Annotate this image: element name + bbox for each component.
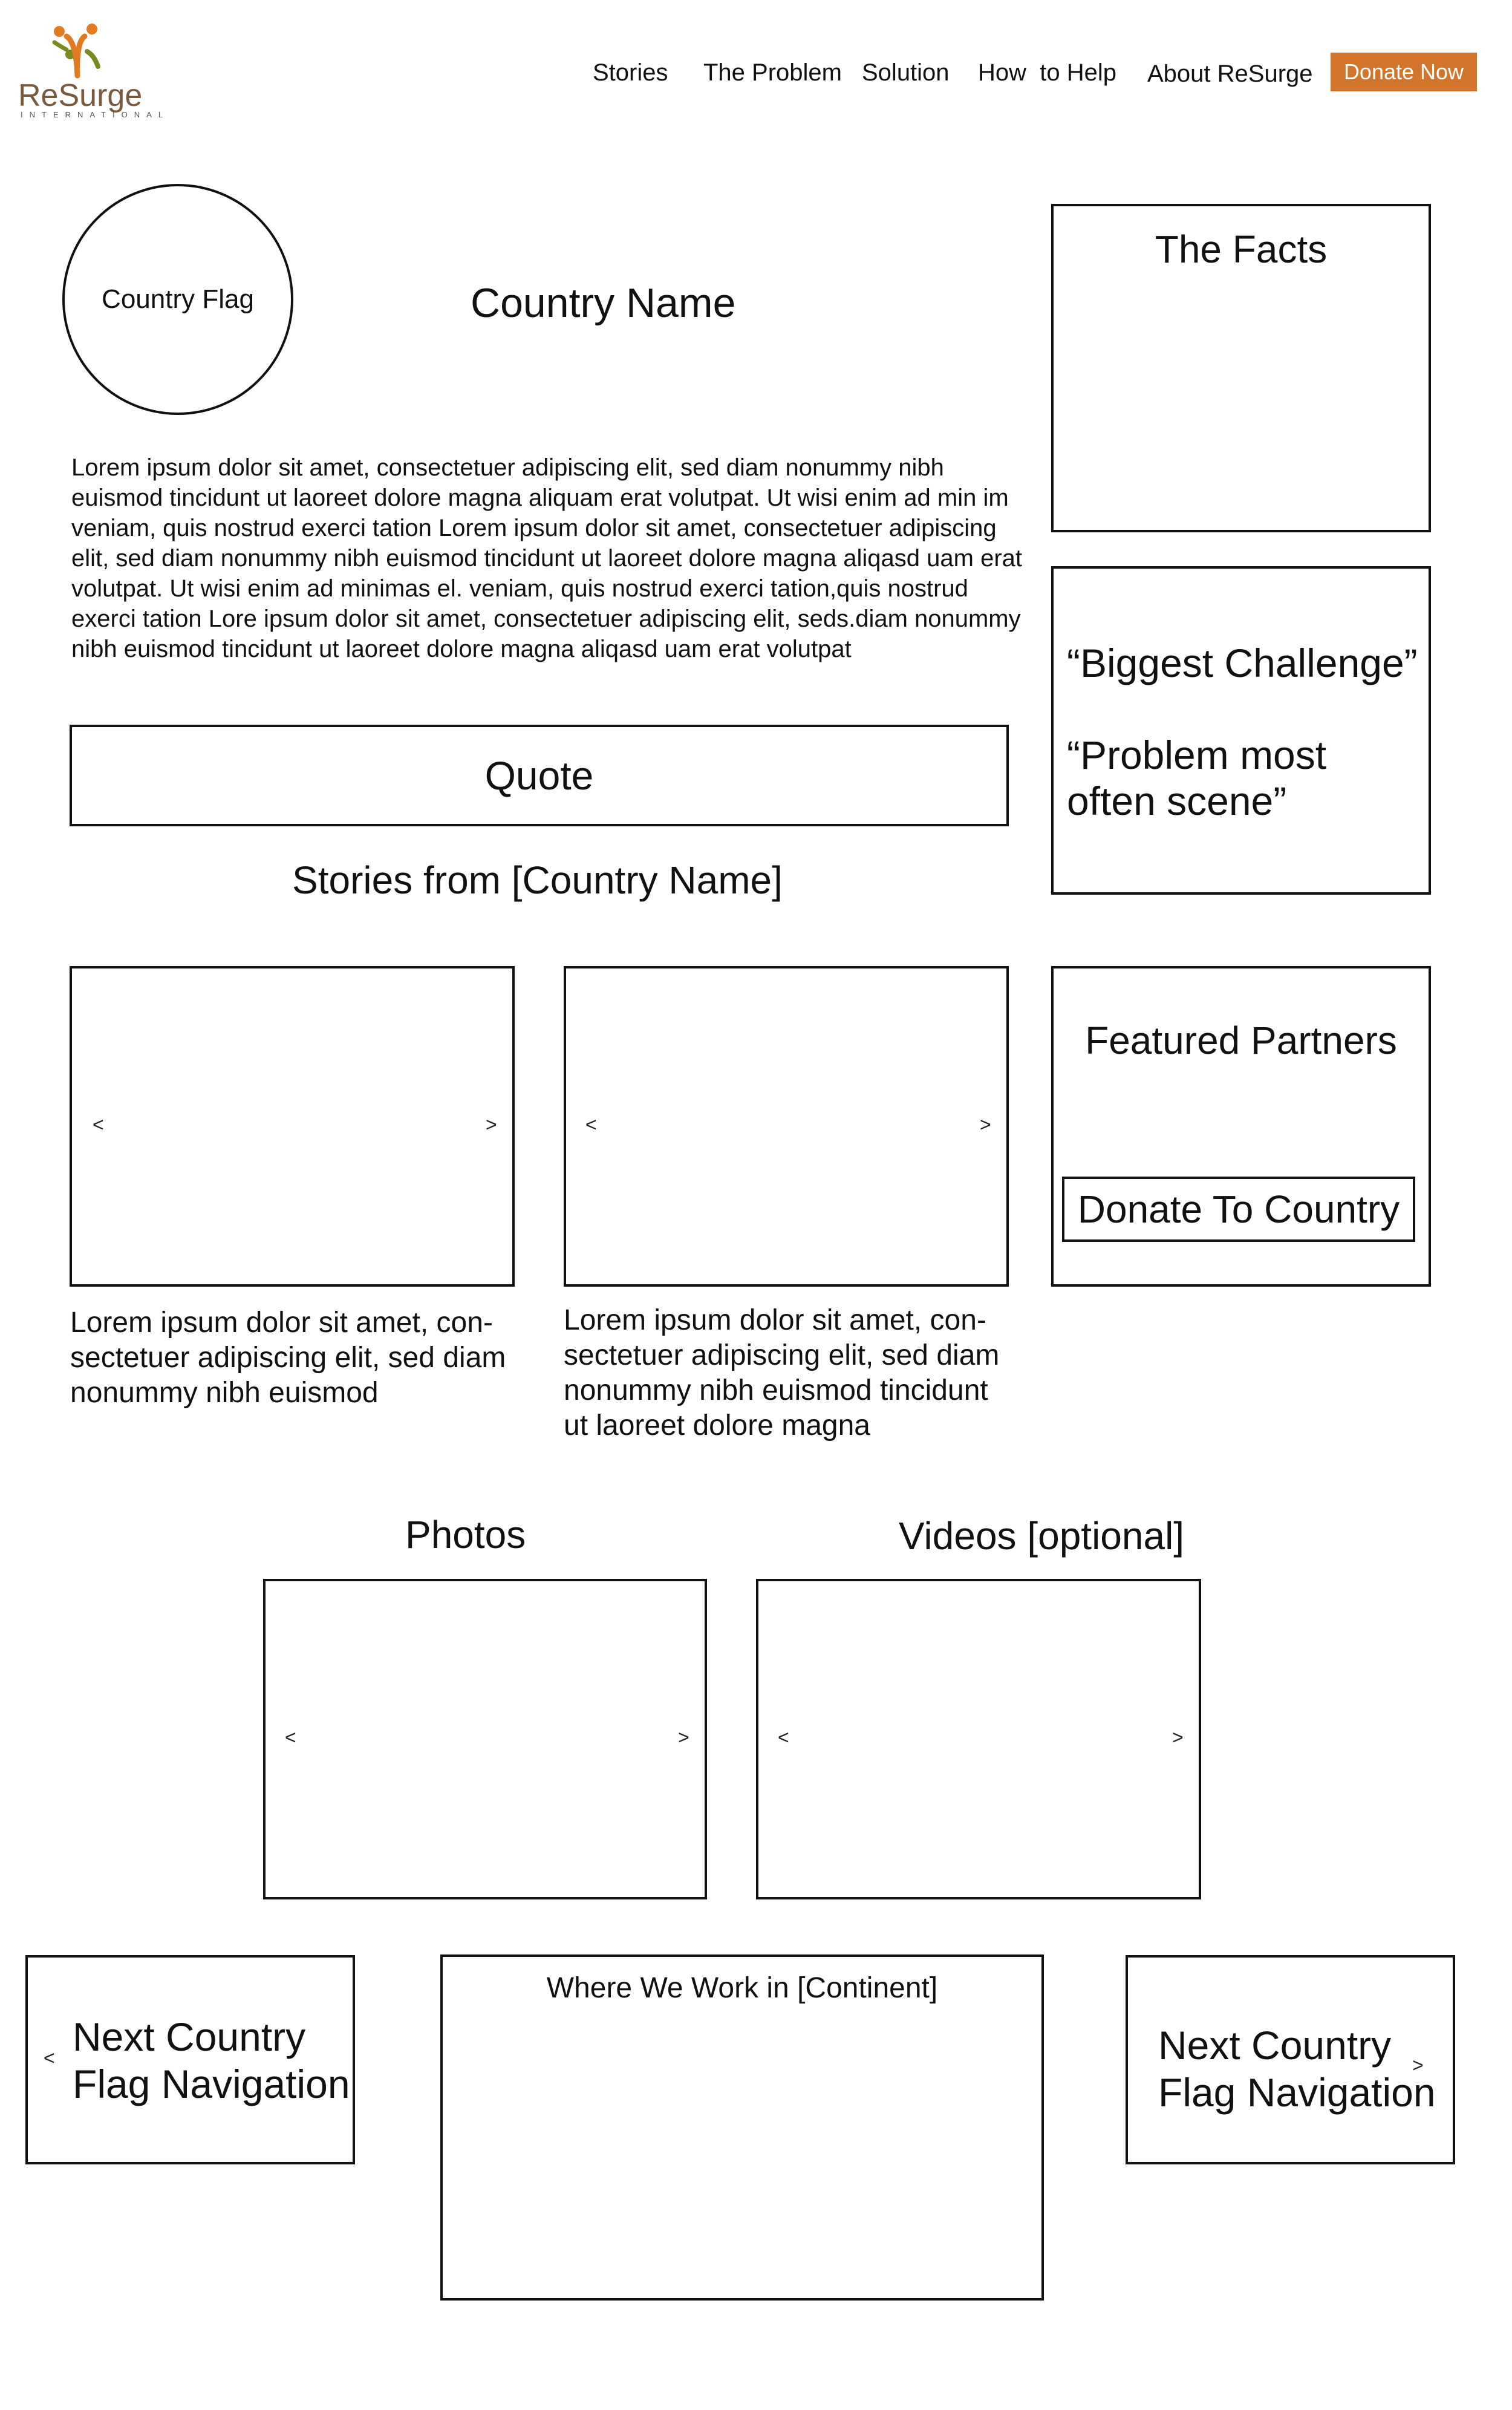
photos-title: Photos <box>405 1513 526 1556</box>
prev-country-nav[interactable] <box>25 1955 355 2164</box>
story-text-1: Lorem ipsum dolor sit amet, con-sectetuer adipiscing elit, sed diam nonummy nibh euismod <box>70 1307 506 1409</box>
country-name: Country Name <box>471 280 736 326</box>
featured-partners-title: Featured Partners <box>1085 1019 1397 1062</box>
story-carousel-1[interactable] <box>70 966 515 1287</box>
story-carousel-2[interactable] <box>564 966 1009 1287</box>
videos-carousel[interactable] <box>756 1579 1201 1899</box>
problem-most-often: “Problem most often scene” <box>1067 733 1327 823</box>
country-flag[interactable] <box>62 184 293 415</box>
resurge-logo-icon <box>42 18 109 79</box>
story-text-2: Lorem ipsum dolor sit amet, con-sectetuer adipiscing elit, sed diam nonummy nibh euismod tincidunt ut laoreet dolore magna <box>564 1304 1000 1442</box>
carousel-prev-button[interactable]: < <box>778 1726 789 1748</box>
logo-tagline: INTERNATIONAL <box>21 110 170 119</box>
carousel-prev-button[interactable]: < <box>93 1114 104 1135</box>
carousel-next-button[interactable]: > <box>678 1726 689 1748</box>
quote-box <box>70 725 1009 826</box>
photos-carousel[interactable] <box>263 1579 707 1899</box>
nav-the-problem[interactable]: The Problem <box>703 59 842 86</box>
carousel-next-button[interactable]: > <box>980 1114 991 1135</box>
facts-title: The Facts <box>1155 227 1328 271</box>
prev-country-label: Next Country Flag Navigation <box>73 2014 350 2106</box>
next-country-nav[interactable] <box>1126 1955 1455 2164</box>
nav-solution[interactable]: Solution <box>862 59 950 86</box>
donate-now-button[interactable]: Donate Now <box>1331 53 1477 91</box>
country-intro: Lorem ipsum dolor sit amet, consectetuer adipiscing elit, sed diam nonummy nibh euismod tincidunt ut laoreet dolore magna aliquam erat volutpat. Ut wisi enim ad min im veniam, quis nostrud exerci tation Lorem ipsum dolor sit amet, consectetuer adipiscing elit, sed diam nonummy nibh euismod tincidunt ut laoreet dolore magna aliqasd uam erat volutpat. Ut wisi enim ad minimas el. veniam, quis nostrud exerci tation,quis nostrud exerci tation Lore ipsum dolor sit amet, consectetuer adipiscing elit, seds.diam nonummy nibh euismod tincidunt ut laoreet dolore magna aliqasd uam erat volutpat <box>71 454 1022 662</box>
nav-how-to-help[interactable]: How to Help <box>978 59 1116 86</box>
country-flag-label: Country Flag <box>102 284 254 314</box>
logo[interactable] <box>12 12 170 127</box>
where-we-work-map[interactable] <box>440 1954 1044 2301</box>
carousel-prev-button[interactable]: < <box>285 1726 296 1748</box>
logo-wordmark: ReSurge <box>18 78 143 113</box>
carousel-next-button[interactable]: > <box>486 1114 497 1135</box>
challenge-box <box>1051 566 1431 895</box>
donate-to-country-label: Donate To Country <box>1077 1187 1400 1231</box>
where-we-work-title: Where We Work in [Continent] <box>546 1972 938 2004</box>
stories-heading: Stories from [Country Name] <box>292 858 783 902</box>
prev-country-arrow[interactable]: < <box>44 2047 55 2069</box>
quote-text: Quote <box>484 753 594 798</box>
featured-partners-box <box>1051 966 1431 1287</box>
carousel-next-button[interactable]: > <box>1172 1726 1184 1748</box>
carousel-prev-button[interactable]: < <box>585 1114 597 1135</box>
biggest-challenge: “Biggest Challenge” <box>1067 641 1418 685</box>
donate-to-country-button[interactable] <box>1062 1177 1415 1242</box>
facts-box <box>1051 204 1431 532</box>
nav-about-resurge[interactable]: About ReSurge <box>1147 60 1313 87</box>
nav-stories[interactable]: Stories <box>593 59 668 86</box>
next-country-arrow[interactable]: > <box>1412 2054 1424 2076</box>
videos-title: Videos [optional] <box>899 1514 1185 1558</box>
next-country-label: Next Country Flag Navigation <box>1158 2023 1436 2115</box>
